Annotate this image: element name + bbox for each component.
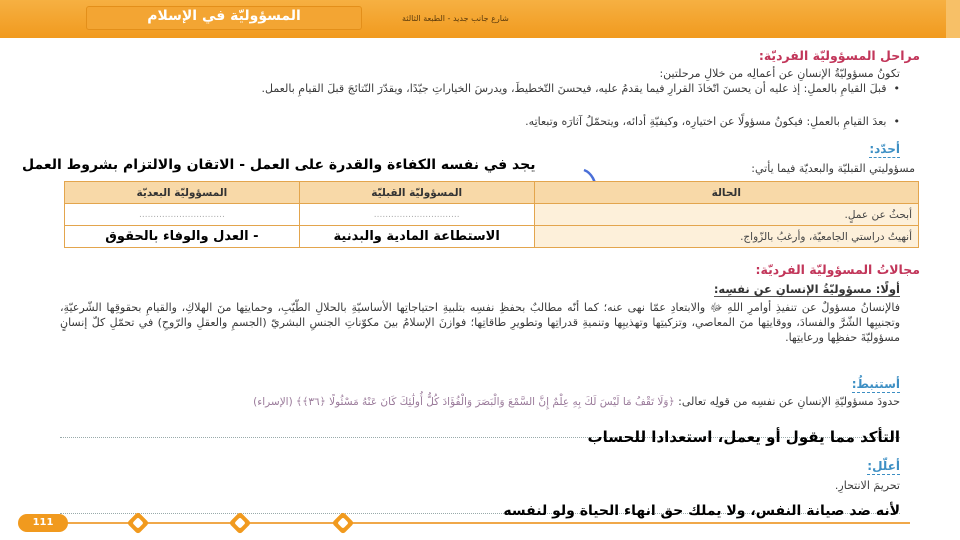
footer-line xyxy=(30,522,910,524)
bullet-dot: • xyxy=(890,82,900,95)
deduce-label: أستنبطُ: xyxy=(851,377,900,391)
stages-bullet-1: قبلَ القيامِ بالعملِ: إذ عليه أن يحسنَ اتّخاذَ القرارِ فيما يقدمُ عليه، فيحسنَ التّخطيطَ، ويدرسَ الخياراتِ جيّدًا، ويقدّرَ النّتائجَ قبلَ القيامِ بالعمل. xyxy=(261,82,887,95)
header-stripe xyxy=(946,0,960,38)
table-cell-before: .............................. xyxy=(299,204,534,226)
responsibility-table xyxy=(64,181,919,248)
identify-label: أحدّد: xyxy=(869,142,900,156)
book-title: المسؤوليّة في الإسلام xyxy=(147,8,301,24)
bullet-dot: • xyxy=(890,115,900,128)
deduce-text: حدودَ مسؤوليّةِ الإنسانِ عن نفسِه من قولِه تعالى: xyxy=(678,395,900,408)
table-cell-after: - العدل والوفاء بالحقوق xyxy=(65,226,300,248)
identify-answer-line-1: يجد في نفسه الكفاءة والقدرة على العمل - الاتقان والالتزام بشروط العمل xyxy=(22,157,536,173)
explain-text: تحريمَ الانتحارِ. xyxy=(834,479,900,492)
page-number: 111 xyxy=(18,514,68,532)
deduce-answer: التأكد مما يقول أو يعمل، استعدادا للحساب xyxy=(587,428,900,446)
explain-answer: لأنه ضد صيانة النفس، ولا يملك حق انهاء الحياة ولو لنفسه xyxy=(503,503,900,519)
fields-subheading: أولًا: مسؤوليّةُ الإنسانِ عن نفسِه: xyxy=(713,282,900,296)
table-row xyxy=(65,204,919,226)
table-cell-state: أبحثُ عن عملٍ. xyxy=(534,204,918,226)
header-subtitle: شارع جانب جديد - الطبعة الثالثة xyxy=(402,14,509,23)
explain-label: أعلّل: xyxy=(867,459,900,473)
quran-verse: ﴿وَلَا تَقْفُ مَا لَيْسَ لَكَ بِهِ عِلْمٌ إِنَّ السَّمْعَ وَالْبَصَرَ وَالْفُؤَادَ كُلُّ أُولَٰئِكَ كَانَ عَنْهُ مَسْئُولًا ﴿٣٦﴾﴾ (الإسراء) xyxy=(253,396,675,408)
identify-text: مسؤوليتي القبليّة والبعديّة فيما يأتي: xyxy=(751,162,915,175)
table-cell-after: .............................. xyxy=(65,204,300,226)
table-header-state: الحالة xyxy=(534,182,918,204)
stages-intro: تكونُ مسؤوليّةُ الإنسانِ عن أعمالِه من خلالِ مرحلتين: xyxy=(659,67,900,80)
ornament-icon xyxy=(229,512,252,535)
table-header-row xyxy=(65,182,919,204)
table-row xyxy=(65,226,919,248)
table-cell-state: أنهيتُ دراستي الجامعيّة، وأرغبُ بالزّواج. xyxy=(534,226,918,248)
stages-heading: مراحل المسؤوليّة الفرديّة: xyxy=(758,48,920,63)
ornament-icon xyxy=(332,512,355,535)
table-header-before: المسؤوليّة القبليّة xyxy=(299,182,534,204)
stages-bullet-2: بعدَ القيامِ بالعملِ: فيكونُ مسؤولًا عن اختيارِه، وكيفيّةِ أدائه، ويتحمّلُ آثارَه وتبعاتِه. xyxy=(525,115,887,128)
table-cell-before: الاستطاعة المادية والبدنية xyxy=(299,226,534,248)
table-header-after: المسؤوليّة البعديّة xyxy=(65,182,300,204)
ornament-icon xyxy=(127,512,150,535)
fields-paragraph: فالإنسانُ مسؤولٌ عن تنفيذِ أوامرِ اللهِ ﷻ والابتعادِ عمّا نهى عنه؛ كما أنّه مطالبٌ بحفظِ نفسِه بتلبيةِ احتياجاتِها الأساسيّةِ بالحلالِ الطّيّبِ، وحمايتِها منَ الهلاكِ، والقيامِ بحقوقِها الشّرعيّةِ، وتجنيبِها الشّرَّ والفسادَ، ووقايتِها منَ المعاصي، وتزكيتِها وتهذيبِها وتنميةِ قدراتِها وتطويرِ طاقاتِها؛ فوازنَ الإسلامُ بينَ مكوّناتِ الجنسِ البشريّ (الجسمِ والعقلِ والرّوحِ) في تحمّلِ كلّ إنسانٍ مسؤوليّةَ حفظِها ورعايتِها. xyxy=(60,301,900,344)
fields-heading: مجالاتُ المسؤوليّة الفرديّة: xyxy=(755,262,920,277)
